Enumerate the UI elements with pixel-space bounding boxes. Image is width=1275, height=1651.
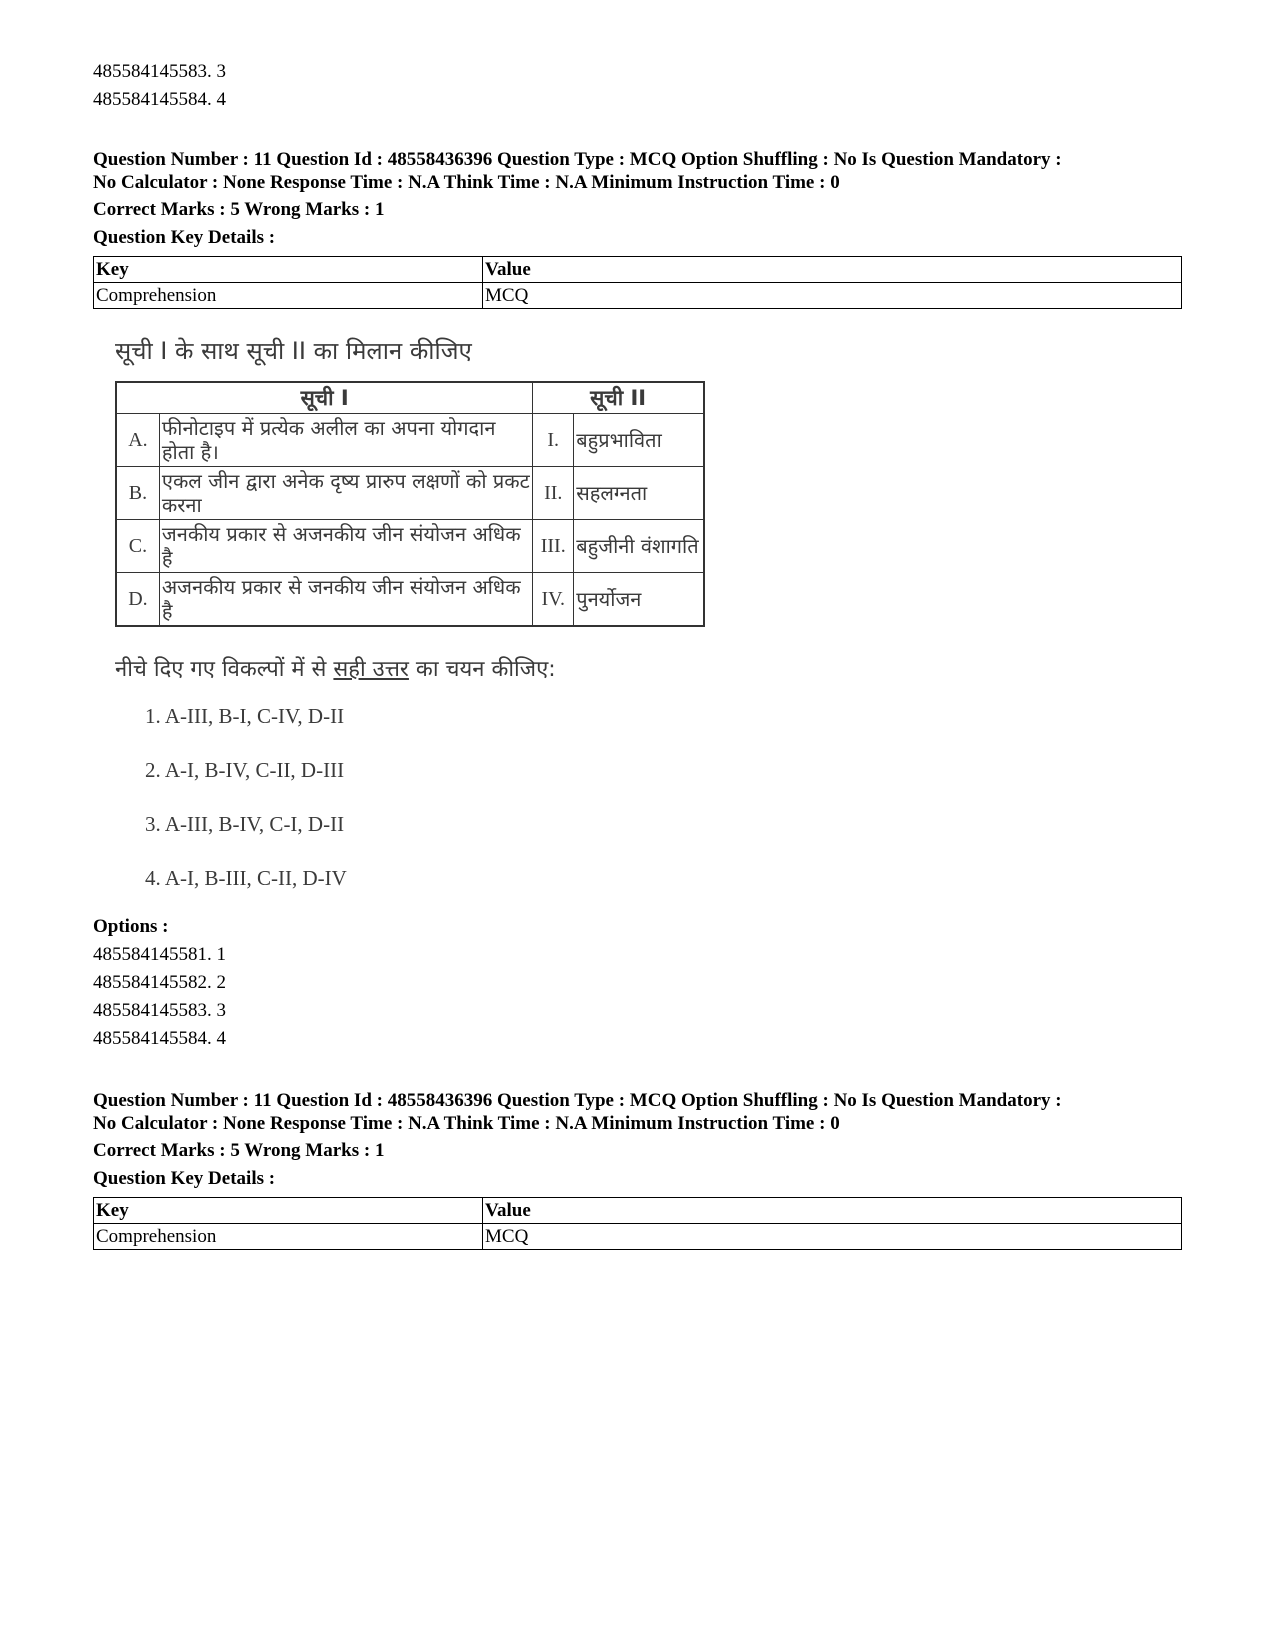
table-header-row bbox=[94, 257, 1182, 283]
table-cell: Comprehension bbox=[94, 1224, 483, 1250]
table-header-cell: Key bbox=[94, 1198, 483, 1224]
instruction-suffix: का चयन कीजिए: bbox=[408, 657, 556, 682]
match-label: B. bbox=[116, 467, 159, 520]
key-details-label: Question Key Details : bbox=[93, 1168, 276, 1189]
match-col2-header: सूची II bbox=[533, 382, 704, 414]
table-cell: Comprehension bbox=[94, 283, 483, 309]
question-image bbox=[115, 335, 735, 907]
option-line: 485584145583. 3 bbox=[93, 1000, 226, 1021]
question-header-line-1: Question Number : 11 Question Id : 48558436396 Question Type : MCQ Option Shuffling : No Is Question Mandatory : bbox=[93, 1090, 1062, 1111]
option-line: 485584145581. 1 bbox=[93, 944, 226, 965]
option-line: 485584145584. 4 bbox=[93, 89, 226, 110]
table-cell: MCQ bbox=[483, 1224, 1182, 1250]
table-cell: MCQ bbox=[483, 283, 1182, 309]
question-header-line-2: No Calculator : None Response Time : N.A Think Time : N.A Minimum Instruction Time : 0 bbox=[93, 172, 840, 193]
match-right-label: III. bbox=[533, 520, 574, 573]
match-table-header-row bbox=[116, 382, 704, 414]
match-text: फीनोटाइप में प्रत्येक अलील का अपना योगदान होता है। bbox=[159, 414, 532, 467]
choice-list bbox=[145, 701, 735, 893]
match-table-row bbox=[116, 573, 704, 627]
options-label: Options : bbox=[93, 916, 169, 937]
choice-item: 4. A-I, B-III, C-II, D-IV bbox=[145, 866, 347, 890]
match-table-row bbox=[116, 414, 704, 467]
match-col1-header: सूची I bbox=[116, 382, 533, 414]
table-header-cell: Value bbox=[483, 257, 1182, 283]
match-table-row bbox=[116, 467, 704, 520]
option-line: 485584145584. 4 bbox=[93, 1028, 226, 1049]
instruction-underlined: सही उत्तर bbox=[333, 657, 409, 682]
table-row bbox=[94, 1224, 1182, 1250]
key-details-label: Question Key Details : bbox=[93, 227, 276, 248]
match-right-text: सहलग्नता bbox=[574, 467, 704, 520]
match-right-label: IV. bbox=[533, 573, 574, 627]
choice-item: 1. A-III, B-I, C-IV, D-II bbox=[145, 704, 345, 728]
match-right-label: II. bbox=[533, 467, 574, 520]
match-label: D. bbox=[116, 573, 159, 627]
option-line: 485584145582. 2 bbox=[93, 972, 226, 993]
match-text: अजनकीय प्रकार से जनकीय जीन संयोजन अधिक है bbox=[159, 573, 532, 627]
match-right-text: बहुप्रभाविता bbox=[574, 414, 704, 467]
question-header-line-2: No Calculator : None Response Time : N.A Think Time : N.A Minimum Instruction Time : 0 bbox=[93, 1113, 840, 1134]
table-header-cell: Value bbox=[483, 1198, 1182, 1224]
marks-line: Correct Marks : 5 Wrong Marks : 1 bbox=[93, 199, 385, 220]
match-label: A. bbox=[116, 414, 159, 467]
marks-line: Correct Marks : 5 Wrong Marks : 1 bbox=[93, 1140, 385, 1161]
option-line: 485584145583. 3 bbox=[93, 61, 226, 82]
match-right-text: बहुजीनी वंशागति bbox=[574, 520, 704, 573]
match-right-label: I. bbox=[533, 414, 574, 467]
question-block bbox=[93, 1089, 1183, 1250]
match-text: जनकीय प्रकार से अजनकीय जीन संयोजन अधिक है bbox=[159, 520, 532, 573]
match-table bbox=[115, 381, 705, 627]
key-details-table bbox=[93, 256, 1182, 309]
key-details-table bbox=[93, 1197, 1182, 1250]
table-row bbox=[94, 283, 1182, 309]
match-table-row bbox=[116, 520, 704, 573]
match-right-text: पुनर्योजन bbox=[574, 573, 704, 627]
document-page bbox=[93, 58, 1183, 1250]
question-image-title: सूची I के साथ सूची II का मिलान कीजिए bbox=[115, 337, 472, 365]
table-header-cell: Key bbox=[94, 257, 483, 283]
table-header-row bbox=[94, 1198, 1182, 1224]
match-text: एकल जीन द्वारा अनेक दृष्य प्रारुप लक्षणों को प्रकट करना bbox=[159, 467, 532, 520]
choice-item: 2. A-I, B-IV, C-II, D-III bbox=[145, 758, 345, 782]
question-header-line-1: Question Number : 11 Question Id : 48558436396 Question Type : MCQ Option Shuffling : No Is Question Mandatory : bbox=[93, 149, 1062, 170]
question-block bbox=[93, 148, 1183, 1053]
question-instruction bbox=[115, 655, 735, 685]
match-label: C. bbox=[116, 520, 159, 573]
instruction-prefix: नीचे दिए गए विकल्पों में से bbox=[115, 657, 334, 682]
choice-item: 3. A-III, B-IV, C-I, D-II bbox=[145, 812, 345, 836]
